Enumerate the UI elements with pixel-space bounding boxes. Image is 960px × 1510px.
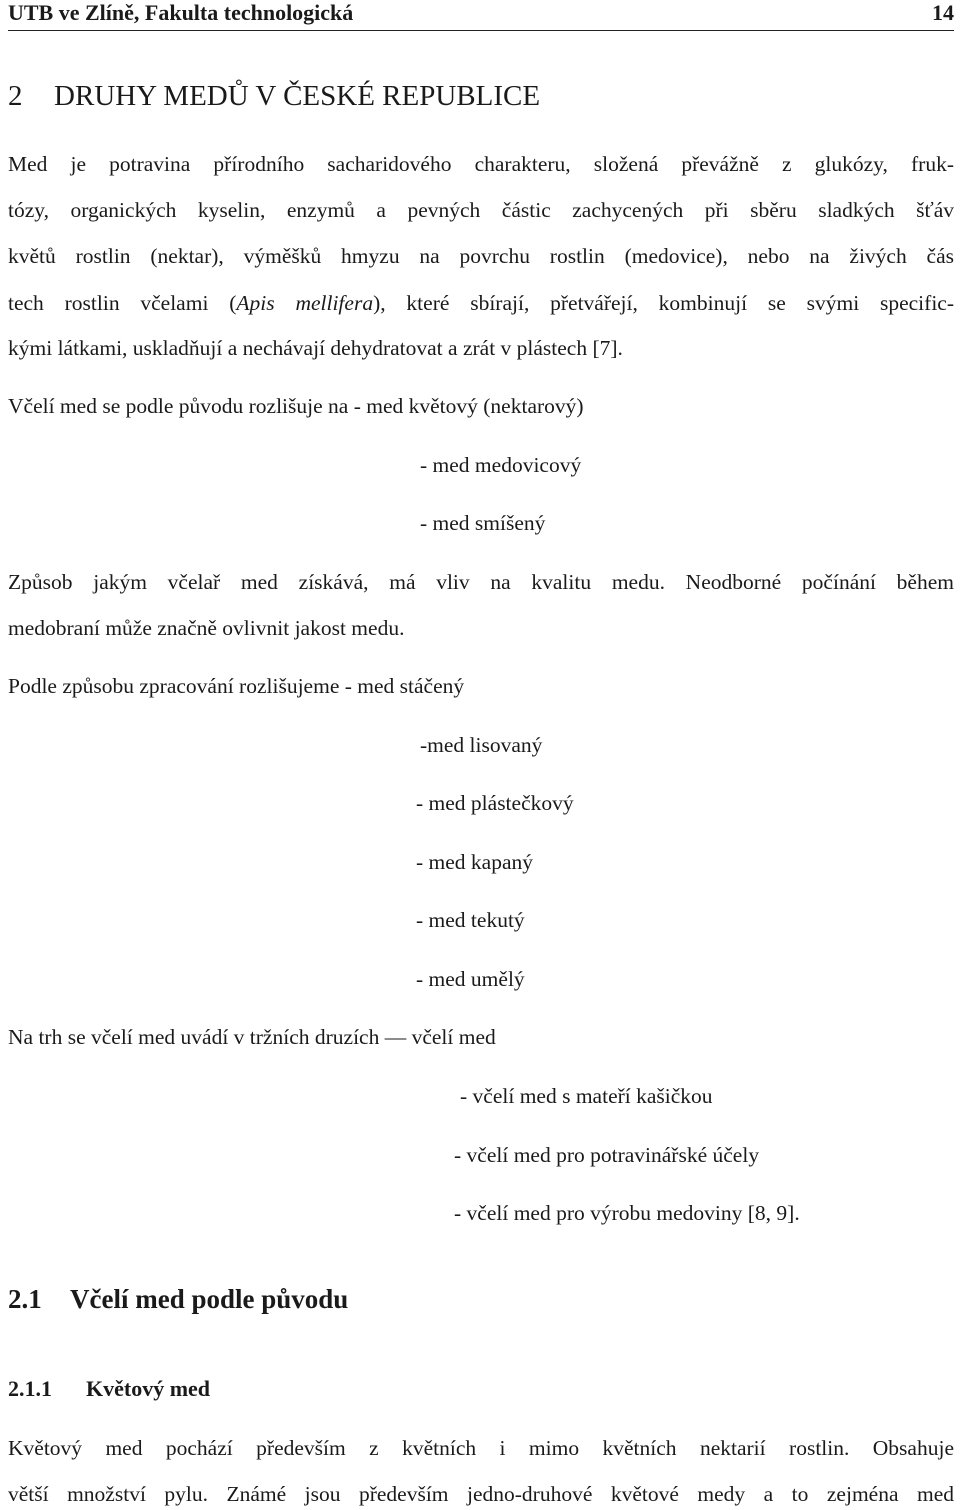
processing-intro: Podle způsobu zpracování rozlišujeme - med stáčený [8,674,465,698]
para1-line2: tózy, organických kyselin, enzymů a pevných částic zachycených při sběru sladkých šťáv [8,198,954,222]
processing-item: - med plástečkový [416,791,574,815]
subsection-title: Květový med [86,1376,211,1401]
page-number: 14 [932,0,954,25]
section-title: Včelí med podle původu [70,1284,349,1314]
species-name: Apis mellifera [236,291,374,315]
para1-line4-post: ), které sbírají, přetvářejí, kombinují se svými specific- [373,291,954,315]
section-number: 2.1 [8,1284,42,1314]
processing-item: - med umělý [416,967,525,991]
para2-line1: Způsob jakým včelař med získává, má vliv na kvalitu medu. Neodborné počínání během [8,570,954,594]
running-header [8,0,954,31]
para2-line2: medobraní může značně ovlivnit jakost medu. [8,616,405,640]
market-item: - včelí med pro výrobu medoviny [8, 9]. [454,1201,800,1225]
origin-item: - med smíšený [420,511,546,535]
origin-intro: Včelí med se podle původu rozlišuje na - med květový (nektarový) [8,394,584,418]
para3-line1: Květový med pochází především z květních i mimo květních nektarií rostlin. Obsahuje [8,1436,954,1460]
origin-item: - med medovicový [420,453,582,477]
market-item: - včelí med pro potravinářské účely [454,1143,760,1167]
para3-line2: větší množství pylu. Známé jsou především jedno-druhové květové medy a to zejména med [8,1482,954,1506]
para1-line4-pre: tech rostlin včelami ( [8,291,237,315]
processing-item: - med tekutý [416,908,525,932]
para1-line3: květů rostlin (nektar), výměšků hmyzu na povrchu rostlin (medovice), nebo na živých čás [8,244,954,268]
para1-line4 [8,290,954,316]
para1-line5: kými látkami, uskladňují a nechávají dehydratovat a zrát v plástech [7]. [8,336,623,360]
processing-item: - med kapaný [416,850,534,874]
market-item: - včelí med s mateří kašičkou [460,1084,713,1108]
section-heading [8,1284,348,1315]
market-intro: Na trh se včelí med uvádí v tržních druzích — včelí med [8,1025,496,1049]
processing-item: -med lisovaný [420,733,543,757]
header-school: UTB ve Zlíně, Fakulta technologická [8,0,354,25]
chapter-number: 2 [8,80,23,112]
chapter-heading [8,80,540,113]
chapter-title: DRUHY MEDŮ V ČESKÉ REPUBLICE [54,80,541,112]
para1-line1: Med je potravina přírodního sacharidového charakteru, složená převážně z glukózy, fruk- [8,152,954,176]
subsection-heading [8,1376,210,1402]
subsection-number: 2.1.1 [8,1376,52,1401]
